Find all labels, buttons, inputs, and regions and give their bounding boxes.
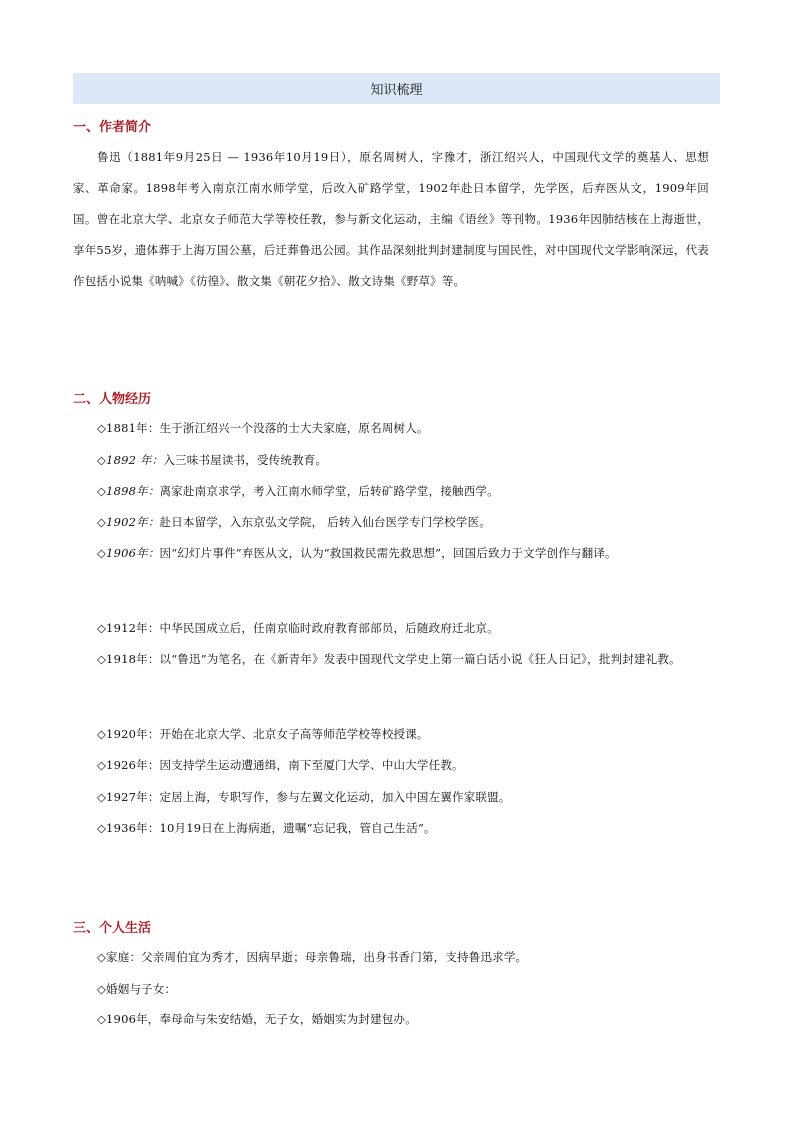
timeline-item: ◇1906年：因“幻灯片事件”弃医从文，认为“救国救民需先救思想”，回国后致力于文学创作与翻译。: [97, 546, 617, 560]
timeline-text: 离家赴南京求学，考入江南水师学堂，后转矿路学堂，接触西学。: [159, 484, 499, 498]
timeline-text: 开始在北京大学、北京女子高等师范学校等校授课。: [159, 727, 429, 741]
banner-title-text: 知识梳理: [370, 83, 423, 98]
section-heading-experience: 二、人物经历: [73, 392, 152, 407]
timeline-date: 1906年：: [106, 546, 160, 560]
timeline-item: ◇1898年：离家赴南京求学，考入江南水师学堂，后转矿路学堂，接触西学。: [97, 484, 499, 498]
timeline-item: ◇1881年：生于浙江绍兴一个没落的士大夫家庭，原名周树人。: [97, 421, 429, 435]
section-heading-author-intro: 一、作者简介: [73, 120, 152, 135]
timeline-date: 1936年：: [106, 821, 160, 835]
timeline-date: 1918年：: [106, 652, 160, 666]
personal-life-item: ◇家庭：父亲周伯宜为秀才，因病早逝；母亲鲁瑞，出身书香门第，支持鲁迅求学。: [97, 950, 528, 964]
timeline-item: ◇1936年：10月19日在上海病逝，遗嘱“忘记我，管自己生活”。: [97, 821, 436, 835]
timeline-item: ◇1926年：因支持学生运动遭通缉，南下至厦门大学、中山大学任教。: [97, 758, 464, 772]
timeline-date: 1912年：: [106, 621, 160, 635]
timeline-text: 定居上海，专职写作，参与左翼文化运动，加入中国左翼作家联盟。: [159, 790, 511, 804]
timeline-text: 因支持学生运动遭通缉，南下至厦门大学、中山大学任教。: [159, 758, 464, 772]
timeline-text: 生于浙江绍兴一个没落的士大夫家庭，原名周树人。: [159, 421, 429, 435]
timeline-item: ◇1902年：赴日本留学，入东京弘文学院， 后转入仙台医学专门学校学医。: [97, 515, 491, 529]
timeline-text: 中华民国成立后，任南京临时政府教育部部员，后随政府迁北京。: [159, 621, 499, 635]
timeline-date: 1898年：: [106, 484, 160, 498]
timeline-date: 1920年：: [106, 727, 160, 741]
timeline-date: 1881年：: [106, 421, 160, 435]
timeline-date: 1926年：: [106, 758, 160, 772]
author-intro-paragraph: 鲁迅（1881年9月25日 — 1936年10月19日），原名周树人，字豫才，浙江绍兴人，中国现代文学的奠基人、思想家、革命家。1898年考入南京江南水师学堂，后改入矿路学堂，1902年赴日本留学，先学医，后弃医从文，1909年回国。曾在北京大学、北京女子师范大学等校任教，参与新文化运动，主编《语丝》等刊物。1936年因肺结核在上海逝世，享年55岁，遗体葬于上海万国公墓，后迁葬鲁迅公园。其作品深刻批判封建制度与国民性，对中国现代文学影响深远，代表作包括小说集《呐喊》《彷徨》、散文集《朝花夕拾》、散文诗集《野草》等。: [73, 150, 709, 288]
timeline-item: ◇1920年：开始在北京大学、北京女子高等师范学校等校授课。: [97, 727, 429, 741]
section-heading-personal-life: 三、个人生活: [73, 921, 152, 936]
timeline-date: 1927年：: [106, 790, 160, 804]
timeline-item: ◇1927年：定居上海，专职写作，参与左翼文化运动，加入中国左翼作家联盟。: [97, 790, 511, 804]
timeline-item: ◇1912年：中华民国成立后，任南京临时政府教育部部员，后随政府迁北京。: [97, 621, 499, 635]
timeline-text: 以“鲁迅”为笔名，在《新青年》发表中国现代文学史上第一篇白话小说《狂人日记》，批判封建礼教。: [159, 652, 681, 666]
timeline-item: ◇1892 年：入三味书屋读书，受传统教育。: [97, 453, 328, 467]
timeline-date: 1892 年：: [106, 453, 164, 467]
timeline-text: 入三味书屋读书，受传统教育。: [163, 453, 328, 467]
personal-life-item: ◇婚姻与子女：: [97, 982, 177, 996]
timeline-text: 10月19日在上海病逝，遗嘱“忘记我，管自己生活”。: [159, 821, 436, 835]
timeline-text: 因“幻灯片事件”弃医从文，认为“救国救民需先救思想”，回国后致力于文学创作与翻译。: [159, 546, 617, 560]
banner-title: [73, 73, 720, 104]
personal-life-item: ◇1906年，奉母命与朱安结婚，无子女，婚姻实为封建包办。: [97, 1012, 417, 1026]
timeline-date: 1902年：: [106, 515, 160, 529]
timeline-text: 赴日本留学，入东京弘文学院， 后转入仙台医学专门学校学医。: [159, 515, 491, 529]
timeline-item: ◇1918年：以“鲁迅”为笔名，在《新青年》发表中国现代文学史上第一篇白话小说《狂人日记》，批判封建礼教。: [97, 652, 681, 666]
